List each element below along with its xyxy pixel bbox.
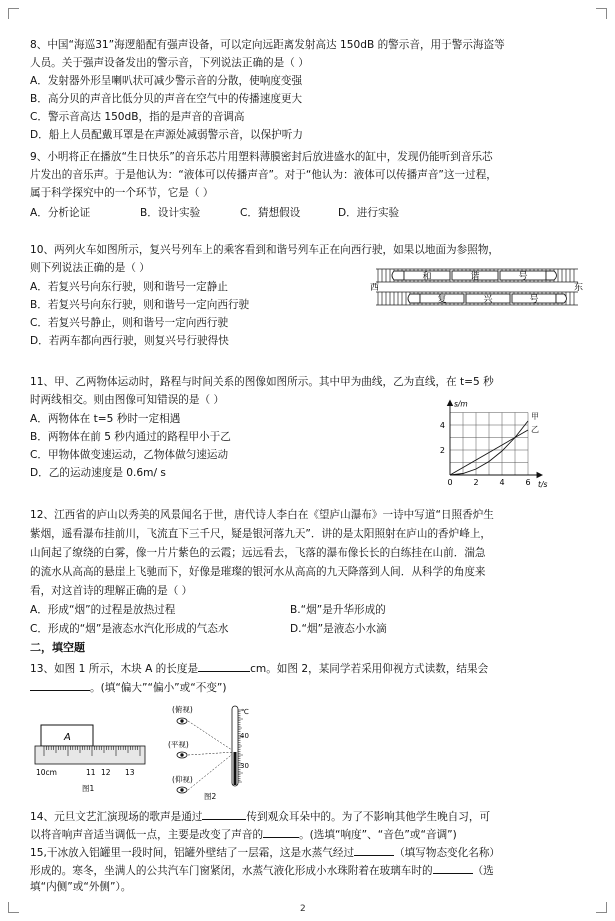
corner-mark	[596, 902, 607, 913]
train-hexie-char: 谐	[470, 272, 480, 282]
view-label-top: (俯视)	[172, 705, 193, 714]
q14-text: 14、元旦文艺汇演现场的歌声是通过	[30, 811, 203, 823]
chart-y-tick-label: 2	[439, 446, 445, 455]
chart-x-axis-label: t/s	[538, 480, 548, 489]
q14-text: 传到观众耳朵中的。为了不影响其他学生晚自习，可	[246, 811, 491, 823]
chart-x-tick-label: 0	[447, 478, 453, 487]
chart-series-label: 甲	[531, 412, 539, 421]
section-heading-fill-in: 二，填空题	[30, 641, 85, 654]
q12-stem-line3: 山间起了缭绕的白雾，像一片片紫色的云霞；远远看去，飞落的瀑布像长长的白练挂在山前．湍急	[30, 547, 486, 559]
q9-stem-line3: 属于科学探究中的一个环节，它是（ ）	[30, 187, 214, 199]
q14-answer-blank-1[interactable]	[202, 808, 246, 820]
q13-answer-blank-1[interactable]	[198, 660, 250, 672]
q15-answer-blank-1[interactable]	[354, 844, 394, 856]
thermometer-label-30: 30	[240, 762, 249, 770]
q11-option-a: A．两物体在 t=5 秒时一定相遇	[30, 413, 181, 425]
q10-option-a: A．若复兴号向东行驶，则和谐号一定静止	[30, 281, 228, 293]
q9-option-d: D．进行实验	[338, 207, 400, 219]
train-hexie-char: 和	[422, 272, 432, 282]
view-label-mid: (平视)	[168, 740, 189, 749]
chart-x-tick-label: 4	[499, 478, 505, 487]
figure2-caption: 图2	[204, 792, 217, 801]
train-hexie-char: 号	[518, 272, 528, 282]
q13-stem-line2	[30, 679, 227, 695]
q10-option-c: C．若复兴号静止，则和谐号一定向西行驶	[30, 317, 229, 329]
q15-stem-line3: 填“内侧”或“外侧”）。	[30, 881, 132, 893]
q12-stem-line5: 看，对这首诗的理解正确的是（ ）	[30, 585, 193, 597]
q12-option-c: C．形成的“烟”是液态水汽化形成的气态水	[30, 623, 229, 635]
q15-stem-line2	[30, 862, 494, 878]
chart-y-axis-label: s/m	[454, 399, 468, 409]
q8-option-b: B．高分贝的声音比低分贝的声音在空气中的传播速度更大	[30, 93, 303, 105]
train-fuxing-char: 号	[529, 295, 539, 305]
train-fuxing-char: 兴	[483, 295, 493, 305]
q11-distance-time-chart	[428, 393, 568, 493]
q15-text: 15,干冰放入铝罐里一段时间，铝罐外壁结了一层霜，这是水蒸气经过	[30, 847, 355, 859]
q15-text: 形成的。寒冬，坐满人的公共汽车门窗紧闭，水蒸气液化形成小水珠附着在玻璃车时的	[30, 865, 433, 877]
chart-y-tick-label: 4	[439, 421, 445, 430]
chart-x-arrow	[537, 473, 542, 478]
q13-stem-line1	[30, 660, 488, 676]
q12-stem-line2: 紫烟，遥看瀑布挂前川，飞流直下三千尺，疑是银河落九天”．讲的是太阳照射在庐山的香炉峰上，	[30, 528, 492, 540]
q14-stem-line1	[30, 808, 490, 824]
q15-text: （选	[472, 865, 494, 877]
q8-option-d: D．船上人员配戴耳罩是在声源处减弱警示音，以保护听力	[30, 129, 303, 141]
q12-option-b: B.“烟”是升华形成的	[290, 604, 386, 616]
q8-stem-line1: 8、中国“海巡31”海逻船配有强声设备，可以定向远距离发射高达 150dB 的警示音，用于警示海盗等	[30, 39, 505, 51]
direction-east: 东	[574, 283, 584, 293]
corner-mark	[8, 902, 19, 913]
q11-option-b: B．两物体在前 5 秒内通过的路程甲小于乙	[30, 431, 231, 443]
chart-y-arrow	[448, 401, 453, 406]
q8-option-c: C．警示音高达 150dB，指的是声音的音调高	[30, 111, 245, 123]
q15-stem-line1	[30, 844, 500, 860]
train-fuxing	[408, 293, 567, 305]
train-hexie	[392, 270, 557, 282]
q13-answer-blank-2[interactable]	[30, 679, 90, 691]
q15-answer-blank-2[interactable]	[433, 862, 473, 874]
thermometer-unit: ℃	[241, 708, 249, 716]
q10-trains-figure	[370, 262, 585, 312]
ruler-label: 10cm	[36, 768, 57, 777]
ruler-label: 12	[101, 768, 111, 777]
chart-series-label: 乙	[531, 425, 539, 434]
q13-text: 。(填“偏大”“偏小”或“不变”)	[90, 682, 227, 694]
q11-option-c: C．甲物体做变速运动，乙物体做匀速运动	[30, 449, 229, 461]
q11-stem-line1: 11、甲、乙两物体运动时，路程与时间关系的图像如图所示。其中甲为曲线，乙为直线，在 t=5 秒	[30, 376, 494, 388]
q10-option-b: B．若复兴号向东行驶，则和谐号一定向西行驶	[30, 299, 250, 311]
figure1-caption: 图1	[82, 784, 95, 793]
thermometer-liquid	[234, 752, 237, 785]
q12-stem-line1: 12、江西省的庐山以秀美的风景闻名于世，唐代诗人李白在《望庐山瀑布》一诗中写道“日照香炉生	[30, 509, 494, 521]
q11-stem-line2: 时两线相交。则由图像可知错误的是（ ）	[30, 394, 225, 406]
q13-figure1-ruler	[34, 712, 164, 794]
q15-text: （填写物态变化名称）	[394, 847, 501, 859]
view-label-bot: (仰视)	[172, 775, 193, 784]
q11-option-d: D．乙的运动速度是 0.6m/ s	[30, 467, 166, 479]
sight-lines	[188, 721, 235, 790]
direction-west: 西	[370, 283, 380, 293]
q10-stem-line1: 10、两列火车如图所示，复兴号列车上的乘客看到和谐号列车正在向西行驶，如果以地面为参照物，	[30, 244, 500, 256]
q14-stem-line2	[30, 826, 457, 842]
q13-text: cm。如图 2，某同学若采用仰视方式读数，结果会	[250, 663, 489, 675]
q13-text: 13、如图 1 所示，木块 A 的长度是	[30, 663, 199, 675]
block-a-label: A	[64, 732, 71, 743]
ruler-label: 11	[86, 768, 96, 777]
q9-option-b: B．设计实验	[140, 207, 201, 219]
q12-option-d: D.“烟”是液态小水滴	[290, 623, 387, 635]
chart-x-tick-label: 6	[525, 478, 531, 487]
q12-option-a: A．形成“烟”的过程是放热过程	[30, 604, 176, 616]
q8-stem-line2: 人员。关于强声设备发出的警示音，下列说法正确的是（ ）	[30, 57, 309, 69]
q14-text: 以将音响声音适当调低一点，主要是改变了声音的	[30, 829, 264, 841]
q9-stem-line1: 9、小明将正在播放“生日快乐”的音乐芯片用塑料薄膜密封后放进盛水的缸中，发现仍能听到音乐芯	[30, 151, 493, 163]
corner-mark	[8, 8, 19, 19]
q9-stem-line2: 片发出的音乐声。于是他认为：“液体可以传播声音”。对于“他认为：液体可以传播声音”这一过程，	[30, 169, 497, 181]
train-fuxing-char: 复	[437, 295, 447, 305]
q14-text: 。(选填“响度”、“音色”或“音调”)	[299, 829, 457, 841]
ruler-label: 13	[125, 768, 135, 777]
q9-option-a: A．分析论证	[30, 207, 91, 219]
q10-option-d: D．若两车都向西行驶，则复兴号行驶得快	[30, 335, 229, 347]
chart-x-tick-label: 2	[473, 478, 479, 487]
q9-option-c: C．猜想假设	[240, 207, 301, 219]
q10-stem-line2: 则下列说法正确的是（ ）	[30, 262, 150, 274]
thermometer-label-40: 40	[240, 732, 249, 740]
corner-mark	[596, 8, 607, 19]
q12-stem-line4: 的流水从高高的悬崖上飞驰而下，好像是璀璨的银河水从高高的九天降落到人间．从科学的角度来	[30, 566, 486, 578]
q13-figure2-thermometer	[168, 700, 263, 802]
q14-answer-blank-2[interactable]	[263, 826, 299, 838]
q8-option-a: A．发射器外形呈喇叭状可减少警示音的分散，使响度变强	[30, 75, 303, 87]
page-number: 2	[300, 904, 306, 914]
